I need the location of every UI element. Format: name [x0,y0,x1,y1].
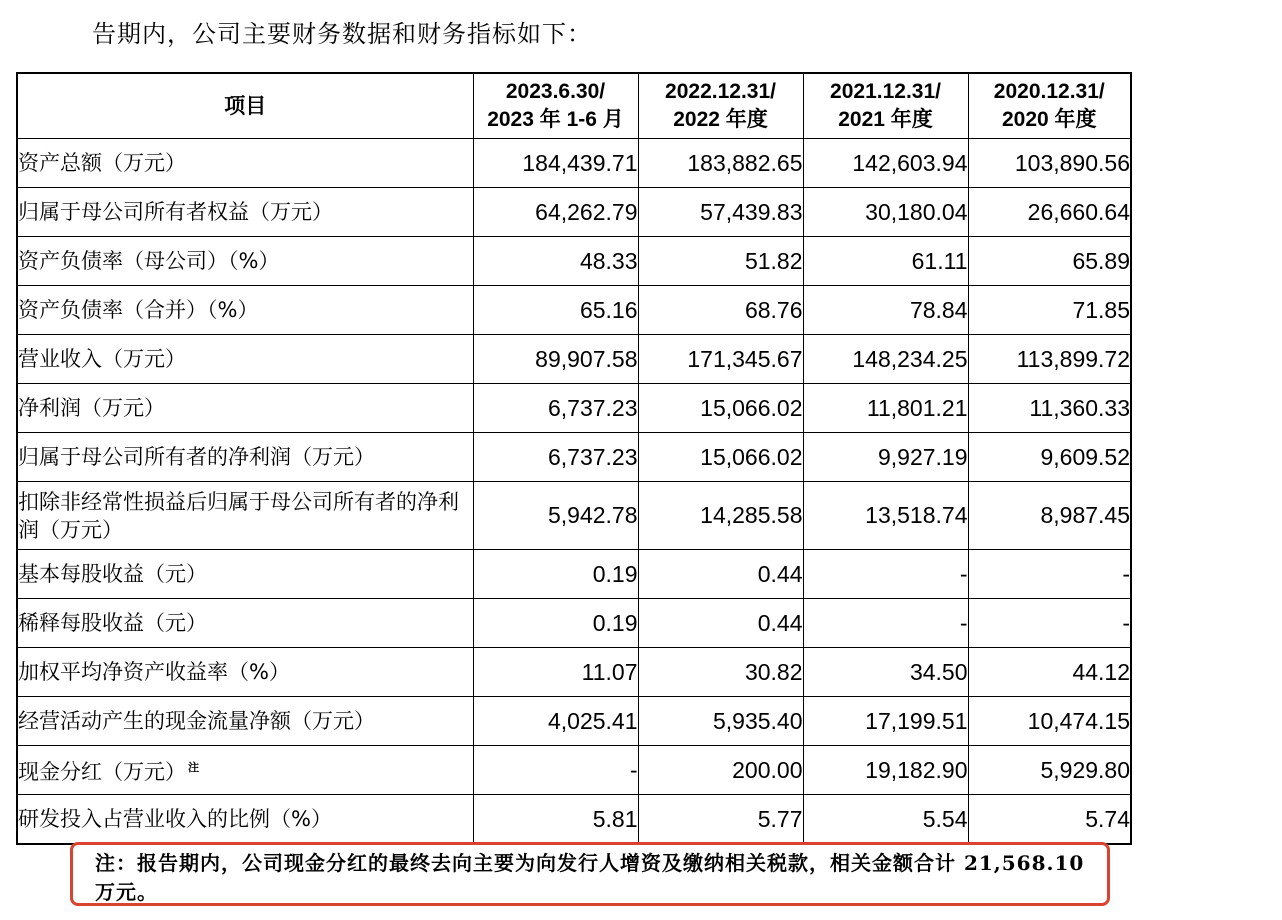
cell-value: 5,935.40 [638,697,803,746]
header-line2: 2023 年 1-6 月 [487,108,624,131]
cell-value: 9,927.19 [803,433,968,482]
cell-value: 30,180.04 [803,188,968,237]
table-row [17,599,1131,648]
row-label: 净利润（万元） [17,384,473,433]
table-row [17,746,1131,795]
row-label: 稀释每股收益（元） [17,599,473,648]
cell-value: - [803,550,968,599]
table-row [17,550,1131,599]
cell-value: 5,942.78 [473,482,638,550]
cell-value: 51.82 [638,237,803,286]
cell-value: 14,285.58 [638,482,803,550]
table-row [17,795,1131,845]
header-2020 [968,73,1131,139]
cell-value: 15,066.02 [638,433,803,482]
note-marker: 注 [188,761,199,774]
header-line2: 2022 年度 [673,108,768,131]
cell-value: 30.82 [638,648,803,697]
cell-value: 19,182.90 [803,746,968,795]
table-header-row [17,73,1131,139]
cell-value: 4,025.41 [473,697,638,746]
cell-value: 11.07 [473,648,638,697]
cell-value: 9,609.52 [968,433,1131,482]
intro-text: 告期内，公司主要财务数据和财务指标如下： [92,20,592,48]
cell-value: 6,737.23 [473,433,638,482]
cell-value: 11,801.21 [803,384,968,433]
cell-value: 10,474.15 [968,697,1131,746]
table-row [17,697,1131,746]
cell-value: 65.89 [968,237,1131,286]
cell-value: 89,907.58 [473,335,638,384]
header-line1: 2023.6.30/ [505,80,606,103]
cell-value: 26,660.64 [968,188,1131,237]
cell-value: 34.50 [803,648,968,697]
table-row [17,433,1131,482]
cell-value: 148,234.25 [803,335,968,384]
row-label: 研发投入占营业收入的比例（%） [17,795,473,845]
row-label: 基本每股收益（元） [17,550,473,599]
row-label-text: 现金分红（万元） [18,760,186,784]
cell-value: 113,899.72 [968,335,1131,384]
row-label: 营业收入（万元） [17,335,473,384]
cell-value: - [968,550,1131,599]
header-line1: 2021.12.31/ [830,80,941,103]
header-line2: 2020 年度 [1001,108,1097,131]
header-item: 项目 [17,73,473,139]
row-label: 经营活动产生的现金流量净额（万元） [17,697,473,746]
row-label: 归属于母公司所有者权益（万元） [17,188,473,237]
row-label-cash-dividend [17,746,473,795]
cell-value: 0.44 [638,550,803,599]
cell-value: 64,262.79 [473,188,638,237]
cell-value: 183,882.65 [638,139,803,188]
cell-value: 142,603.94 [803,139,968,188]
cell-value: 5.77 [638,795,803,845]
cell-value: 13,518.74 [803,482,968,550]
cell-value: 44.12 [968,648,1131,697]
cell-value: - [473,746,638,795]
table-body [17,139,1131,845]
table-row [17,384,1131,433]
row-label: 归属于母公司所有者的净利润（万元） [17,433,473,482]
cell-value: 103,890.56 [968,139,1131,188]
header-2021 [803,73,968,139]
row-label: 加权平均净资产收益率（%） [17,648,473,697]
cell-value: 171,345.67 [638,335,803,384]
row-label: 资产负债率（母公司）（%） [17,237,473,286]
cell-value: 15,066.02 [638,384,803,433]
row-label: 资产总额（万元） [17,139,473,188]
cell-value: 0.19 [473,550,638,599]
cell-value: 65.16 [473,286,638,335]
cell-value: 68.76 [638,286,803,335]
cell-value: 17,199.51 [803,697,968,746]
row-label: 资产负债率（合并）（%） [17,286,473,335]
row-label: 扣除非经常性损益后归属于母公司所有者的净利润（万元） [17,482,473,550]
cell-value: 57,439.83 [638,188,803,237]
cell-value: 71.85 [968,286,1131,335]
cell-value: 78.84 [803,286,968,335]
table-row [17,139,1131,188]
table-row [17,648,1131,697]
cell-value: 48.33 [473,237,638,286]
table-row [17,335,1131,384]
header-line1: 2022.12.31/ [665,80,776,103]
header-line2: 2021 年度 [838,108,933,131]
cell-value: - [968,599,1131,648]
table-row [17,286,1131,335]
cell-value: - [803,599,968,648]
cell-value: 5.81 [473,795,638,845]
footnote-highlight-box [70,842,1110,906]
footnote-text: 注：报告期内，公司现金分红的最终去向主要为向发行人增资及缴纳相关税款，相关金额合计 21,568.10 万元。 [95,851,1085,904]
cell-value: 5.74 [968,795,1131,845]
table-row [17,188,1131,237]
cell-value: 0.44 [638,599,803,648]
cell-value: 0.19 [473,599,638,648]
header-2022 [638,73,803,139]
cell-value: 5,929.80 [968,746,1131,795]
cell-value: 61.11 [803,237,968,286]
cell-value: 5.54 [803,795,968,845]
cell-value: 6,737.23 [473,384,638,433]
table-row [17,237,1131,286]
cell-value: 8,987.45 [968,482,1131,550]
cell-value: 200.00 [638,746,803,795]
cell-value: 11,360.33 [968,384,1131,433]
table-row [17,482,1131,550]
header-2023h1 [473,73,638,139]
cell-value: 184,439.71 [473,139,638,188]
financial-data-table [16,72,1132,845]
header-line1: 2020.12.31/ [993,80,1105,103]
